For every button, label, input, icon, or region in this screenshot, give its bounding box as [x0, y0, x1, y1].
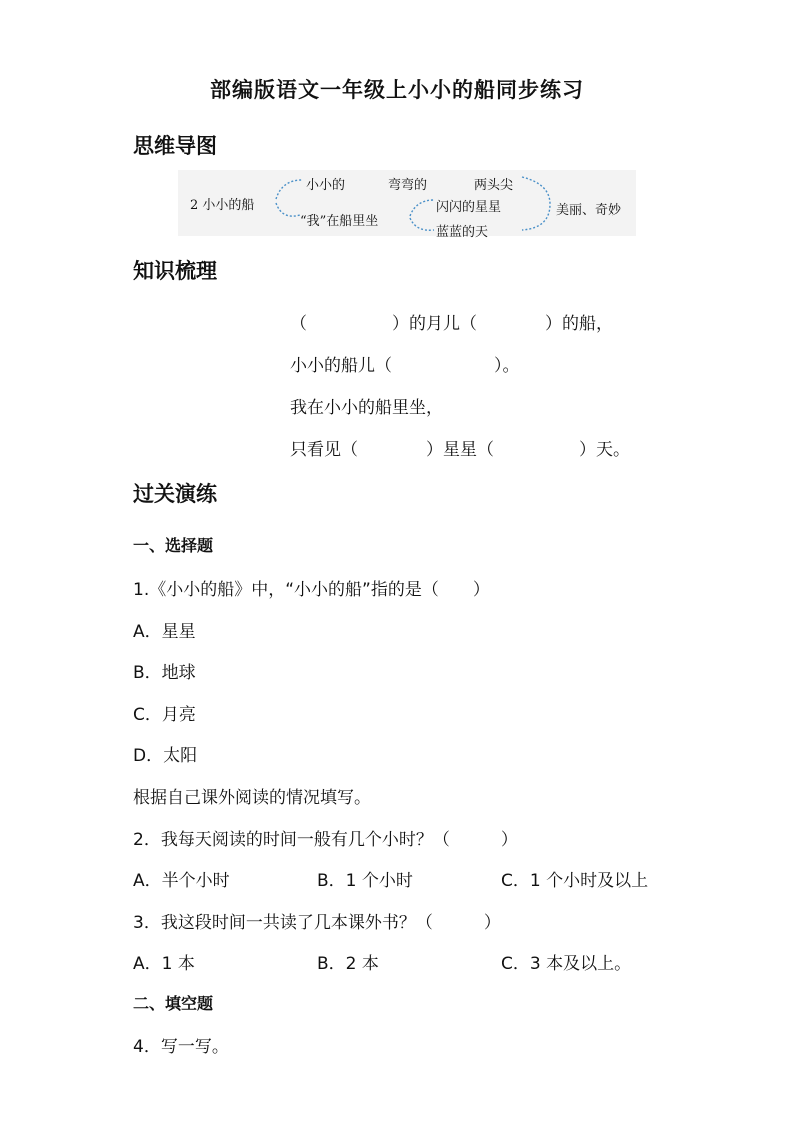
mind-map-node: 闪闪的星星 — [436, 200, 502, 215]
mind-map-node: 小小的 — [306, 178, 346, 193]
mindmap-heading: 思维导图 — [133, 134, 217, 158]
practice-heading: 过关演练 — [133, 482, 217, 506]
poem-line: （ ）的月儿（ ）的船， — [290, 314, 613, 334]
answer-option: B．1 个小时 — [317, 871, 413, 891]
instruction-text: 根据自己课外阅读的情况填写。 — [133, 788, 371, 808]
part-heading: 一、选择题 — [133, 536, 214, 555]
question-text: 1.《小小的船》中，“小小的船”指的是（ ） — [133, 580, 490, 600]
poem-line: 我在小小的船里坐， — [290, 398, 443, 418]
answer-option: A．半个小时 — [133, 871, 230, 891]
question-text: 3．我这段时间一共读了几本课外书？（ ） — [133, 913, 501, 933]
mind-map-node: 蓝蓝的天 — [436, 225, 489, 240]
mind-map-node: 两头尖 — [474, 178, 514, 193]
mind-map-root: 2 小小的船 — [190, 198, 255, 213]
knowledge-heading: 知识梳理 — [133, 259, 217, 283]
answer-option: C．月亮 — [133, 705, 196, 725]
answer-option: C．3 本及以上。 — [501, 954, 632, 974]
answer-option: C．1 个小时及以上 — [501, 871, 649, 891]
part-heading: 二、填空题 — [133, 994, 214, 1013]
mind-map-node: “我”在船里坐 — [300, 214, 379, 229]
answer-option: B．2 本 — [317, 954, 379, 974]
page-title: 部编版语文一年级上小小的船同步练习 — [210, 78, 584, 102]
answer-option: D．太阳 — [133, 746, 198, 766]
question-text: 2．我每天阅读的时间一般有几个小时？（ ） — [133, 830, 518, 850]
mind-map — [178, 170, 636, 240]
mind-map-summary: 美丽、奇妙 — [556, 203, 622, 218]
poem-line: 小小的船儿（ ）。 — [290, 356, 520, 376]
poem-line: 只看见（ ）星星（ ）天。 — [290, 440, 630, 460]
answer-option: B．地球 — [133, 663, 196, 683]
answer-option: A．1 本 — [133, 954, 195, 974]
mind-map-node: 弯弯的 — [388, 178, 428, 193]
answer-option: A．星星 — [133, 622, 196, 642]
question-text: 4．写一写。 — [133, 1037, 229, 1057]
